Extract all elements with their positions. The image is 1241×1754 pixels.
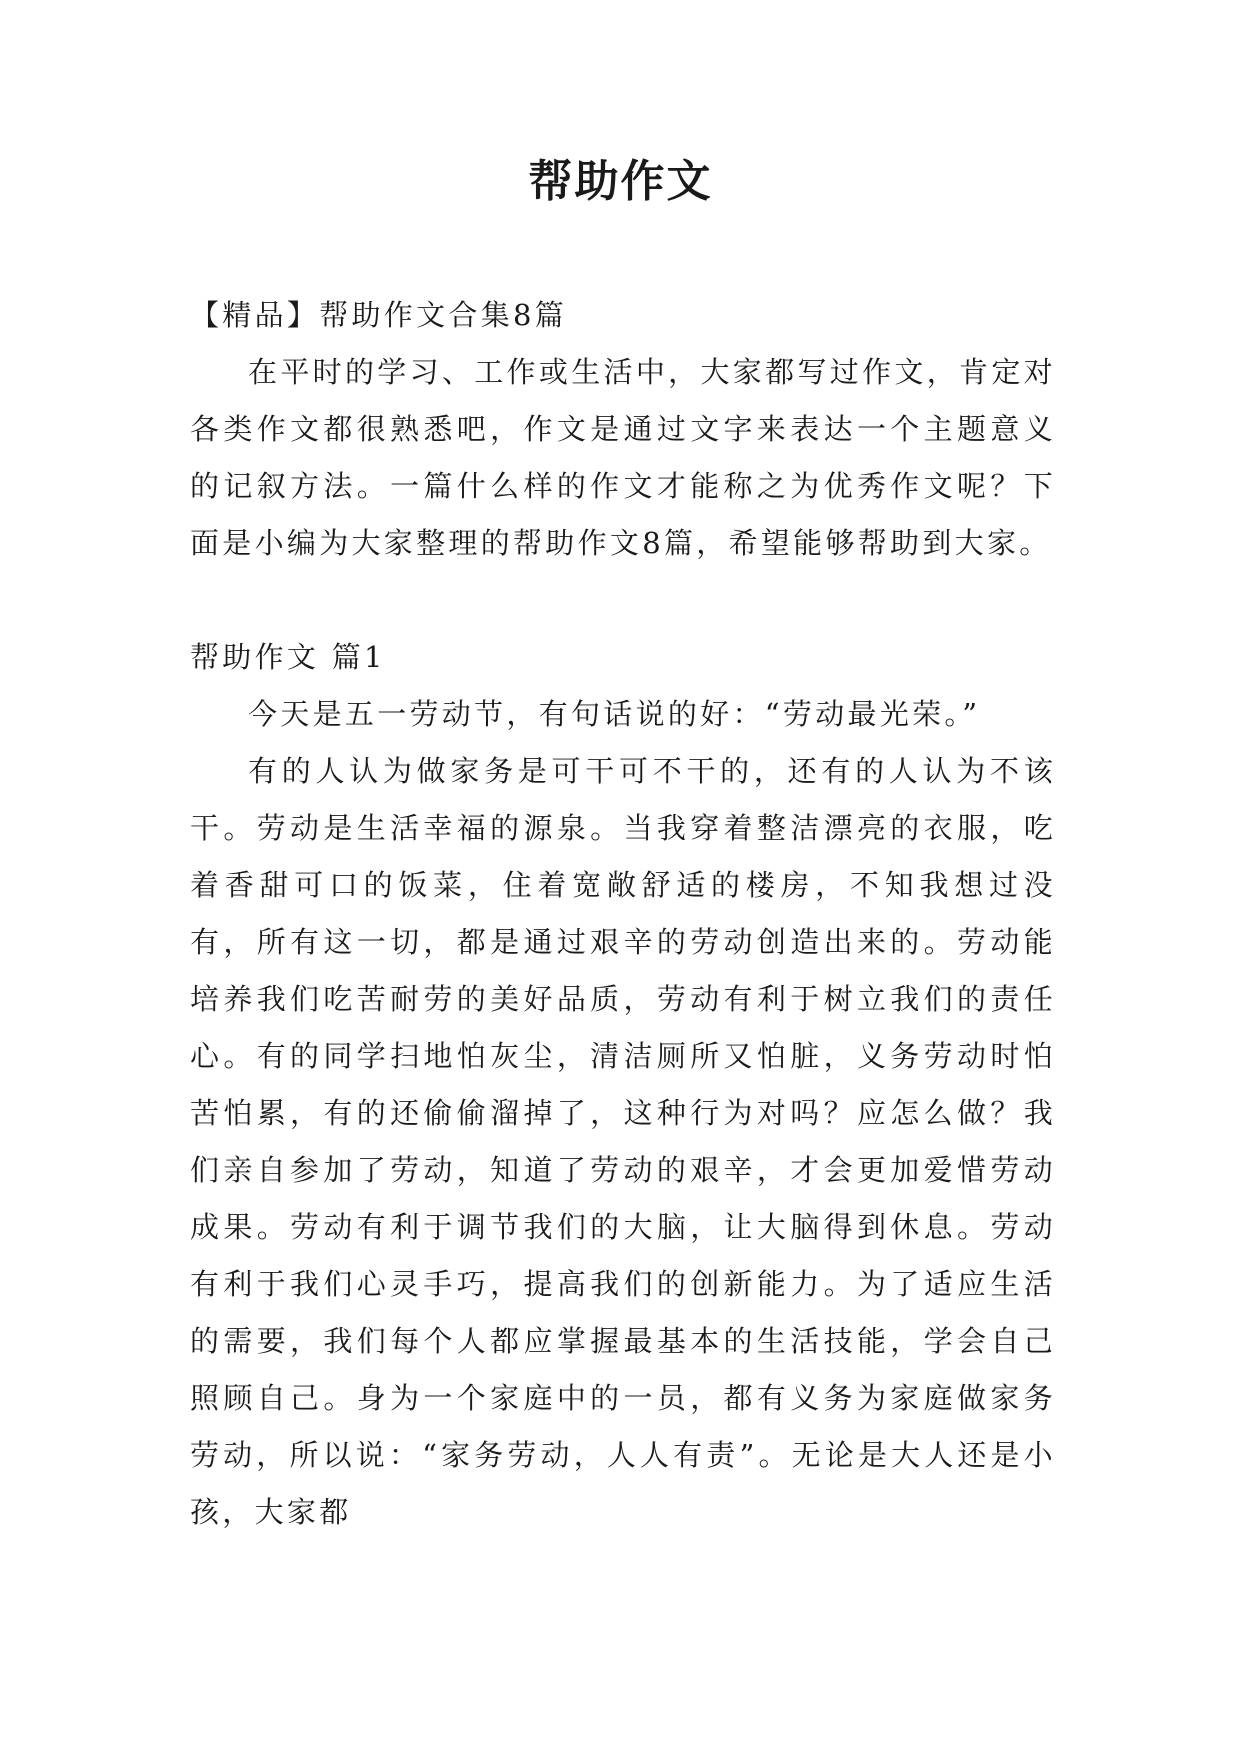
document-title: 帮助作文 xyxy=(528,156,713,207)
essay-paragraph: 今天是五一劳动节，有句话说的好：“劳动最光荣。” xyxy=(248,697,981,731)
document-body xyxy=(190,287,1056,1541)
collection-subtitle: 【精品】帮助作文合集8篇 xyxy=(190,298,568,332)
essay-paragraph: 有的人认为做家务是可干可不干的，还有的人认为不该干。劳动是生活幸福的源泉。当我穿着整洁漂亮的衣服，吃着香甜可口的饭菜，住着宽敞舒适的楼房，不知我想过没有，所有这一切，都是通过艰辛的劳动创造出来的。劳动能培养我们吃苦耐劳的美好品质，劳动有利于树立我们的责任心。有的同学扫地怕灰尘，清洁厕所又怕脏，义务劳动时怕苦怕累，有的还偷偷溜掉了，这种行为对吗？应怎么做？我们亲自参加了劳动，知道了劳动的艰辛，才会更加爱惜劳动成果。劳动有利于调节我们的大脑，让大脑得到休息。劳动有利于我们心灵手巧，提高我们的创新能力。为了适应生活的需要，我们每个人都应掌握最基本的生活技能，学会自己照顾自己。身为一个家庭中的一员，都有义务为家庭做家务劳动，所以说：“家务劳动，人人有责”。无论是大人还是小孩，大家都 xyxy=(190,754,1056,1529)
section-heading: 帮助作文 篇1 xyxy=(190,640,386,674)
intro-paragraph: 在平时的学习、工作或生活中，大家都写过作文，肯定对各类作文都很熟悉吧，作文是通过文字来表达一个主题意义的记叙方法。一篇什么样的作文才能称之为优秀作文呢？下面是小编为大家整理的帮助作文8篇，希望能够帮助到大家。 xyxy=(190,355,1056,560)
section-spacer xyxy=(190,572,1056,629)
